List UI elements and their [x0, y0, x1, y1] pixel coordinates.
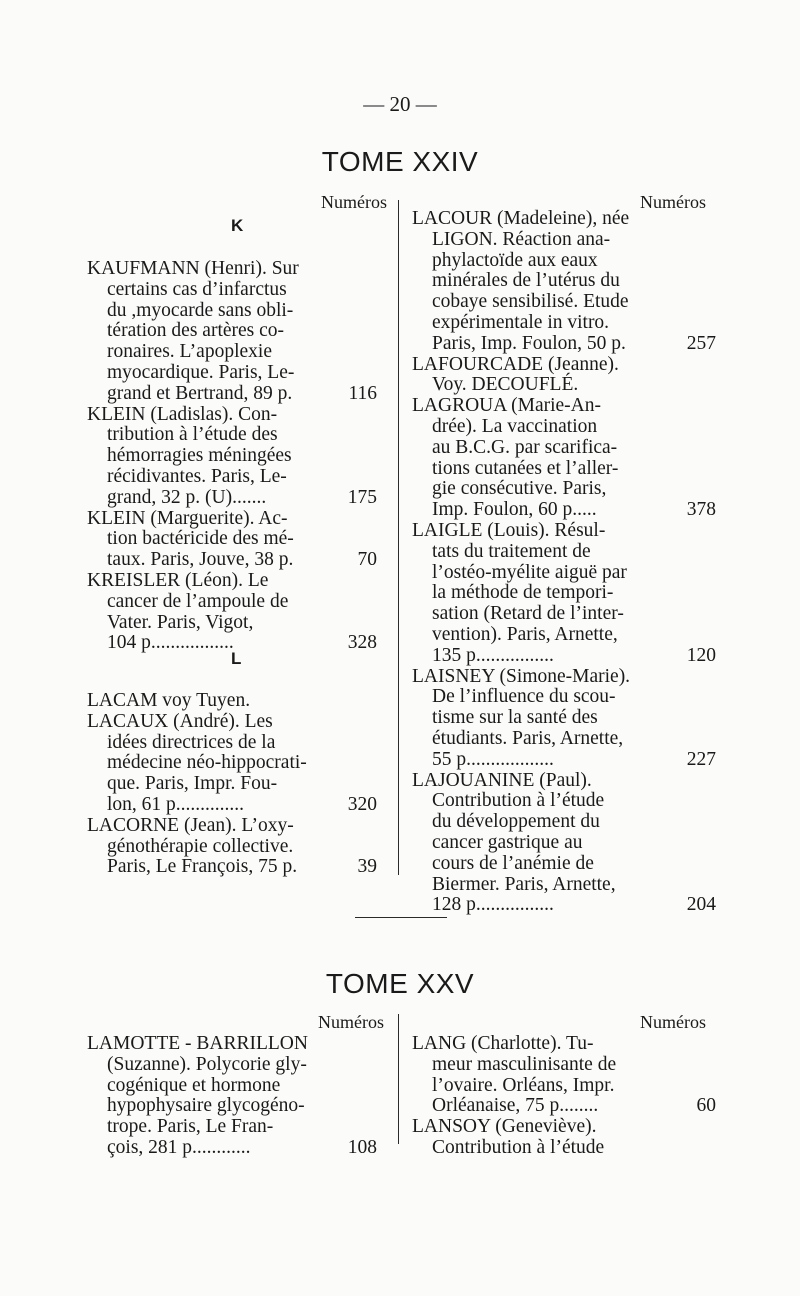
entry-number: 108 [347, 1136, 377, 1158]
entry-line: Orléanaise, 75 p........ [432, 1095, 599, 1117]
entry-line: du développement du [432, 811, 600, 833]
entry-number: 328 [347, 632, 377, 654]
section-letter-l: L [231, 649, 242, 668]
section-letter-k: K [231, 216, 244, 235]
tome-25-column-divider [398, 1014, 399, 1144]
index-entry [412, 769, 716, 917]
page-number: — 20 — [363, 92, 437, 116]
entry-line: Biermer. Paris, Arnette, [432, 873, 616, 895]
tome-24-left-numeros-header: Numéros [321, 192, 387, 212]
entry-line: hypophysaire glycogéno- [107, 1095, 305, 1117]
entry-line: hémorragies méningées [107, 445, 292, 467]
entry-line: tisme sur la santé des [432, 707, 598, 729]
entry-line: phylactoïde aux eaux [432, 249, 598, 271]
tome-25-title: TOME XXV [325, 968, 475, 999]
entry-number: 320 [347, 793, 377, 815]
entry-line: myocardique. Paris, Le- [107, 361, 295, 383]
entry-number: 120 [686, 644, 716, 666]
tome-24-left-column-top [87, 258, 377, 654]
index-entry [412, 1033, 716, 1117]
entry-line: LAGROUA (Marie-An- [412, 395, 602, 417]
entry-line: KAUFMANN (Henri). Sur [87, 258, 299, 279]
entry-line: tion bactéricide des mé- [107, 528, 294, 550]
entry-line: Voy. DECOUFLÉ. [432, 374, 579, 396]
entry-line: minérales de l’utérus du [432, 270, 620, 292]
index-entry [412, 519, 716, 667]
index-entry [87, 569, 377, 654]
entry-number: 378 [686, 499, 716, 521]
entry-line: trope. Paris, Le Fran- [107, 1116, 274, 1138]
entry-line: LANG (Charlotte). Tu- [412, 1033, 594, 1054]
entry-number: 60 [696, 1095, 716, 1117]
entry-line: grand, 32 p. (U)....... [107, 486, 267, 508]
tome-25-right-numeros-header: Numéros [640, 1012, 706, 1032]
tome-25-right-column [412, 1033, 716, 1159]
entry-line: la méthode de tempori- [432, 582, 614, 604]
entry-line: çois, 281 p............ [107, 1136, 251, 1158]
entry-number: 257 [686, 332, 716, 354]
entry-line: 135 p................ [432, 644, 554, 666]
entry-line: KLEIN (Ladislas). Con- [87, 403, 278, 425]
entry-line: au B.C.G. par scarifica- [432, 436, 618, 458]
entry-line: KREISLER (Léon). Le [87, 569, 269, 591]
index-entry [412, 665, 716, 771]
entry-line: LANSOY (Geneviève). [412, 1116, 597, 1138]
index-entry [87, 710, 377, 816]
index-entry [412, 355, 712, 397]
entry-line: sation (Retard de l’inter- [432, 603, 624, 625]
tome-24-right-column [412, 208, 716, 916]
entry-number: 116 [348, 382, 377, 404]
entry-line: récidivantes. Paris, Le- [107, 465, 287, 487]
entry-line: LIGON. Réaction ana- [432, 228, 611, 250]
entry-line: grand et Bertrand, 89 p. [107, 382, 293, 404]
entry-line: 104 p................. [107, 632, 234, 654]
index-entry [412, 1117, 712, 1159]
index-entry [87, 814, 377, 878]
entry-line: Paris, Imp. Foulon, 50 p. [432, 332, 626, 354]
entry-line: (Suzanne). Polycorie gly- [107, 1053, 307, 1075]
entry-line: cours de l’anémie de [432, 852, 594, 874]
entry-number: 227 [686, 748, 716, 770]
entry-line: certains cas d’infarctus [107, 278, 287, 300]
entry-line: LACOUR (Madeleine), née [412, 208, 630, 229]
entry-line: LAISNEY (Simone-Marie). [412, 665, 631, 687]
index-entry [87, 403, 377, 509]
tome-25-left-column [87, 1033, 377, 1159]
entry-number: 70 [357, 549, 377, 571]
entry-line: cancer gastrique au [432, 831, 583, 853]
index-entry [87, 1033, 377, 1159]
entry-line: tribution à l’étude des [107, 424, 278, 446]
entry-line: cobaye sensibilisé. Etude [432, 291, 629, 313]
entry-number: 204 [686, 894, 716, 916]
entry-line: vention). Paris, Arnette, [432, 623, 618, 645]
index-entry [87, 691, 373, 712]
entry-line: ronaires. L’apoplexie [107, 341, 272, 363]
entry-line: drée). La vaccination [432, 415, 598, 437]
entry-line: l’ostéo-myélite aiguë par [432, 561, 627, 583]
entry-line: idées directrices de la [107, 731, 276, 753]
tome-24-left-column-bottom [87, 690, 377, 878]
entry-number: 39 [357, 856, 377, 878]
entry-line: LAMOTTE - BARRILLON [87, 1033, 308, 1054]
section-divider-rule [355, 917, 447, 918]
index-entry [412, 395, 716, 521]
entry-line: génothérapie collective. [107, 835, 294, 857]
entry-line: Contribution à l’étude [432, 1136, 605, 1158]
entry-line: médecine néo-hippocrati- [107, 752, 307, 774]
entry-line: gie consécutive. Paris, [432, 478, 607, 500]
entry-line: 128 p................ [432, 894, 554, 916]
index-entry [412, 208, 716, 355]
tome-24-right-numeros-header: Numéros [640, 192, 706, 212]
tome-24-column-divider [398, 200, 399, 875]
entry-line: tération des artères co- [107, 320, 285, 342]
index-entry [87, 507, 377, 571]
entry-line: LAFOURCADE (Jeanne). [412, 353, 619, 375]
entry-line: LACAM voy Tuyen. [87, 690, 251, 711]
entry-line: cogénique et hormone [107, 1074, 281, 1096]
entry-line: du ,myocarde sans obli- [107, 299, 294, 321]
entry-line: LAIGLE (Louis). Résul- [412, 519, 606, 541]
entry-line: l’ovaire. Orléans, Impr. [432, 1074, 615, 1096]
entry-number: 175 [347, 486, 377, 508]
tome-25-left-numeros-header: Numéros [318, 1012, 384, 1032]
entry-line: De l’influence du scou- [432, 686, 616, 708]
tome-24-title: TOME XXIV [321, 146, 479, 177]
entry-line: étudiants. Paris, Arnette, [432, 727, 624, 749]
entry-line: KLEIN (Marguerite). Ac- [87, 507, 288, 529]
entry-line: 55 p.................. [432, 748, 554, 770]
entry-line: Paris, Le François, 75 p. [107, 856, 298, 878]
entry-line: tats du traitement de [432, 540, 591, 562]
entry-line: meur masculinisante de [432, 1053, 617, 1075]
entry-line: tions cutanées et l’aller- [432, 457, 619, 479]
index-entry [87, 258, 377, 405]
entry-line: taux. Paris, Jouve, 38 p. [107, 549, 294, 571]
entry-line: cancer de l’ampoule de [107, 590, 289, 612]
entry-line: LAJOUANINE (Paul). [412, 769, 592, 791]
entry-line: Imp. Foulon, 60 p..... [432, 499, 597, 521]
entry-line: Vater. Paris, Vigot, [107, 611, 254, 633]
entry-line: Contribution à l’étude [432, 790, 605, 812]
entry-line: LACAUX (André). Les [87, 710, 273, 732]
entry-line: lon, 61 p.............. [107, 793, 245, 815]
entry-line: expérimentale in vitro. [432, 311, 610, 333]
entry-line: que. Paris, Impr. Fou- [107, 773, 278, 795]
entry-line: LACORNE (Jean). L’oxy- [87, 814, 294, 836]
